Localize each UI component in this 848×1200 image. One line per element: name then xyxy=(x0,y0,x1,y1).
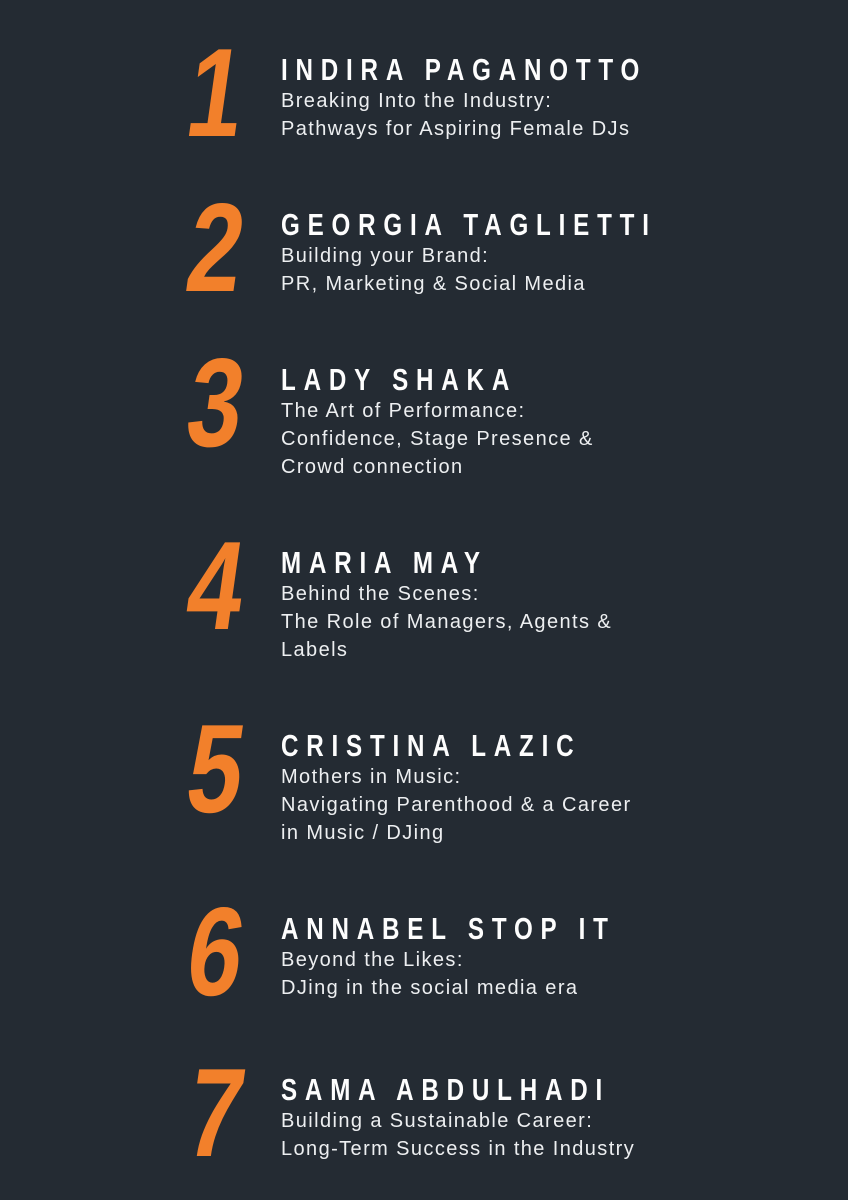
description-line: Building your Brand: xyxy=(281,245,490,267)
speaker-name: MARIA MAY xyxy=(281,545,488,580)
description-line: in Music / DJing xyxy=(281,822,445,844)
item-text xyxy=(281,545,612,664)
item-number: 4 xyxy=(178,515,254,656)
item-text xyxy=(281,1072,703,1163)
session-item xyxy=(138,22,828,163)
description-line: Labels xyxy=(281,639,349,661)
speaker-name: LADY SHAKA xyxy=(281,362,518,397)
speaker-name: CRISTINA LAZIC xyxy=(281,728,582,763)
session-item xyxy=(138,332,828,481)
session-item xyxy=(138,881,828,1022)
item-text xyxy=(281,911,710,1002)
item-text xyxy=(281,52,750,143)
session-item xyxy=(138,1042,828,1183)
session-description xyxy=(281,87,750,143)
description-line: Behind the Scenes: xyxy=(281,583,480,605)
item-number: 6 xyxy=(178,881,254,1022)
session-list xyxy=(138,22,828,1183)
item-text xyxy=(281,362,594,481)
session-description xyxy=(281,397,594,481)
item-number: 2 xyxy=(178,177,254,318)
item-text xyxy=(281,728,666,847)
description-line: Navigating Parenthood & a Career xyxy=(281,794,632,816)
description-line: The Role of Managers, Agents & xyxy=(281,611,613,633)
description-line: Pathways for Aspiring Female DJs xyxy=(281,118,631,140)
description-line: Beyond the Likes: xyxy=(281,949,464,971)
description-line: Long-Term Success in the Industry xyxy=(281,1138,636,1160)
description-line: Building a Sustainable Career: xyxy=(281,1110,594,1132)
session-item xyxy=(138,515,828,664)
description-line: Breaking Into the Industry: xyxy=(281,90,553,112)
speaker-name: SAMA ABDULHADI xyxy=(281,1072,611,1107)
session-description xyxy=(281,763,666,847)
speaker-name: INDIRA PAGANOTTO xyxy=(281,52,648,87)
description-line: Mothers in Music: xyxy=(281,766,462,788)
session-item xyxy=(138,698,828,847)
item-number: 3 xyxy=(178,332,254,473)
description-line: The Art of Performance: xyxy=(281,400,526,422)
session-description xyxy=(281,1107,703,1163)
session-description xyxy=(281,580,612,664)
speaker-name: GEORGIA TAGLIETTI xyxy=(281,207,657,242)
description-line: Crowd connection xyxy=(281,456,464,478)
item-number: 5 xyxy=(178,698,254,839)
item-text xyxy=(281,207,763,298)
description-line: DJing in the social media era xyxy=(281,977,579,999)
session-description xyxy=(281,946,710,1002)
description-line: Confidence, Stage Presence & xyxy=(281,428,594,450)
description-line: PR, Marketing & Social Media xyxy=(281,273,586,295)
session-description xyxy=(281,242,763,298)
session-item xyxy=(138,177,828,318)
item-number: 7 xyxy=(178,1042,254,1183)
speaker-name: ANNABEL STOP IT xyxy=(281,911,616,946)
item-number: 1 xyxy=(178,22,254,163)
